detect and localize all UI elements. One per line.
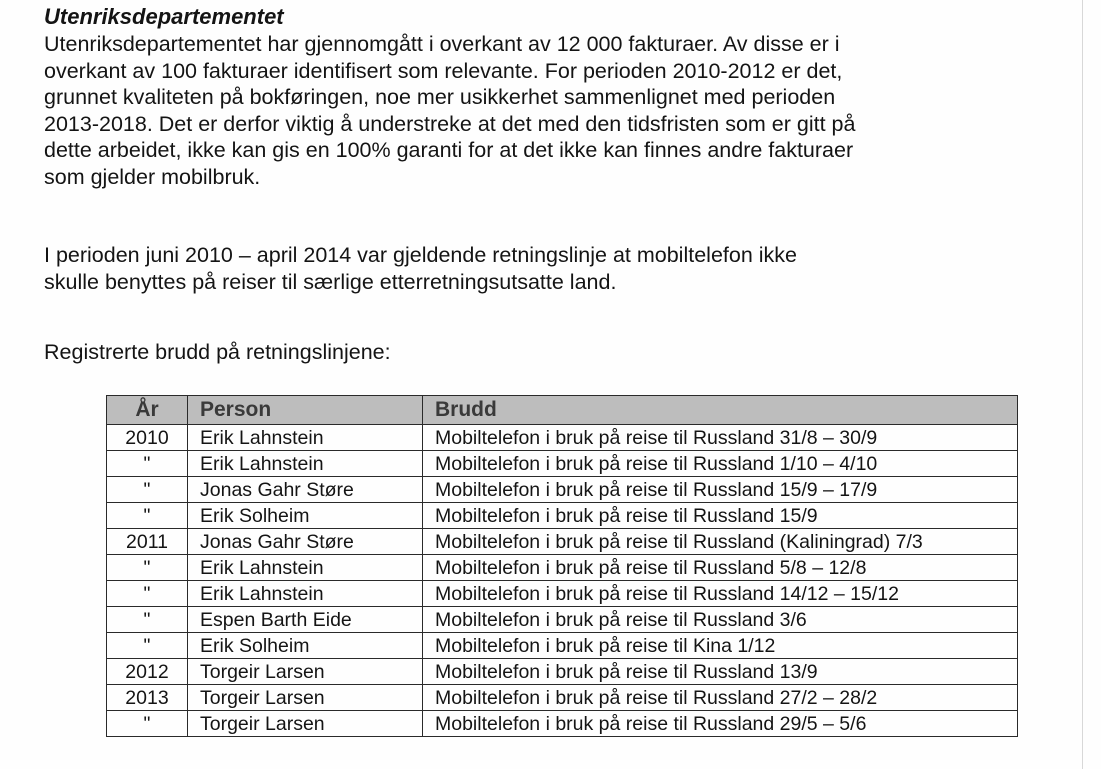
table-row — [107, 477, 1018, 503]
page-edge-line — [1082, 0, 1083, 769]
paragraph-line: som gjelder mobilbruk. — [44, 164, 261, 189]
cell-brudd: Mobiltelefon i bruk på reise til Russland (Kaliningrad) 7/3 — [423, 529, 1018, 555]
section-heading: Utenriksdepartementet — [44, 4, 284, 29]
cell-brudd: Mobiltelefon i bruk på reise til Russland 15/9 — [423, 503, 1018, 529]
cell-person: Espen Barth Eide — [188, 607, 423, 633]
table-row — [107, 529, 1018, 555]
paragraph-line: Utenriksdepartementet har gjennomgått i overkant av 12 000 fakturaer. Av disse er i — [44, 32, 840, 56]
cell-person: Erik Lahnstein — [188, 451, 423, 477]
cell-brudd: Mobiltelefon i bruk på reise til Russland 13/9 — [423, 659, 1018, 685]
cell-person: Torgeir Larsen — [188, 659, 423, 685]
cell-brudd: Mobiltelefon i bruk på reise til Russland 14/12 – 15/12 — [423, 581, 1018, 607]
cell-brudd: Mobiltelefon i bruk på reise til Russland 1/10 – 4/10 — [423, 451, 1018, 477]
cell-year: 2011 — [107, 529, 188, 555]
paragraph-line: overkant av 100 fakturaer identifisert som relevante. For perioden 2010-2012 er det, — [44, 58, 843, 83]
column-header-brudd: Brudd — [423, 396, 1018, 425]
column-header-year: År — [107, 396, 188, 425]
cell-year: 2013 — [107, 685, 188, 711]
cell-person: Erik Lahnstein — [188, 581, 423, 607]
cell-brudd: Mobiltelefon i bruk på reise til Russland 5/8 – 12/8 — [423, 555, 1018, 581]
cell-year: " — [107, 555, 188, 581]
cell-person: Torgeir Larsen — [188, 685, 423, 711]
cell-brudd: Mobiltelefon i bruk på reise til Russland 31/8 – 30/9 — [423, 425, 1018, 451]
paragraph-line: dette arbeidet, ikke kan gis en 100% garanti for at det ikke kan finnes andre fakturaer — [44, 138, 854, 162]
paragraph-line: skulle benyttes på reiser til særlige etterretningsutsatte land. — [44, 269, 617, 294]
table-row — [107, 607, 1018, 633]
cell-person: Torgeir Larsen — [188, 711, 423, 737]
paragraph-line: grunnet kvaliteten på bokføringen, noe mer usikkerhet sammenlignet med perioden — [44, 85, 836, 109]
table-body — [107, 425, 1018, 737]
table-row — [107, 711, 1018, 737]
cell-year: " — [107, 711, 188, 737]
violations-table — [106, 395, 1018, 737]
cell-person: Jonas Gahr Støre — [188, 477, 423, 503]
cell-brudd: Mobiltelefon i bruk på reise til Kina 1/12 — [423, 633, 1018, 659]
paragraph-table-intro: Registrerte brudd på retningslinjene: — [44, 340, 391, 364]
cell-brudd: Mobiltelefon i bruk på reise til Russland 3/6 — [423, 607, 1018, 633]
cell-year: " — [107, 607, 188, 633]
cell-year: 2010 — [107, 425, 188, 451]
cell-person: Erik Lahnstein — [188, 555, 423, 581]
paragraph-guideline — [44, 242, 1074, 295]
cell-person: Erik Lahnstein — [188, 425, 423, 451]
cell-year: " — [107, 633, 188, 659]
paragraph-line: 2013-2018. Det er derfor viktig å understreke at det med den tidsfristen som er gitt på — [44, 111, 856, 136]
table-row — [107, 685, 1018, 711]
table-row — [107, 425, 1018, 451]
cell-year: " — [107, 477, 188, 503]
cell-year: 2012 — [107, 659, 188, 685]
paragraph-line: I perioden juni 2010 – april 2014 var gjeldende retningslinje at mobiltelefon ikke — [44, 243, 797, 267]
cell-year: " — [107, 581, 188, 607]
cell-person: Erik Solheim — [188, 503, 423, 529]
table-row — [107, 581, 1018, 607]
cell-year: " — [107, 503, 188, 529]
paragraph-invoice-review — [44, 31, 1074, 190]
table-row — [107, 633, 1018, 659]
column-header-person: Person — [188, 396, 423, 425]
table-row — [107, 659, 1018, 685]
cell-brudd: Mobiltelefon i bruk på reise til Russland 27/2 – 28/2 — [423, 685, 1018, 711]
cell-brudd: Mobiltelefon i bruk på reise til Russland 15/9 – 17/9 — [423, 477, 1018, 503]
cell-person: Erik Solheim — [188, 633, 423, 659]
cell-brudd: Mobiltelefon i bruk på reise til Russland 29/5 – 5/6 — [423, 711, 1018, 737]
table-row — [107, 555, 1018, 581]
cell-person: Jonas Gahr Støre — [188, 529, 423, 555]
table-header-row — [107, 396, 1018, 425]
table-row — [107, 451, 1018, 477]
cell-year: " — [107, 451, 188, 477]
table-row — [107, 503, 1018, 529]
